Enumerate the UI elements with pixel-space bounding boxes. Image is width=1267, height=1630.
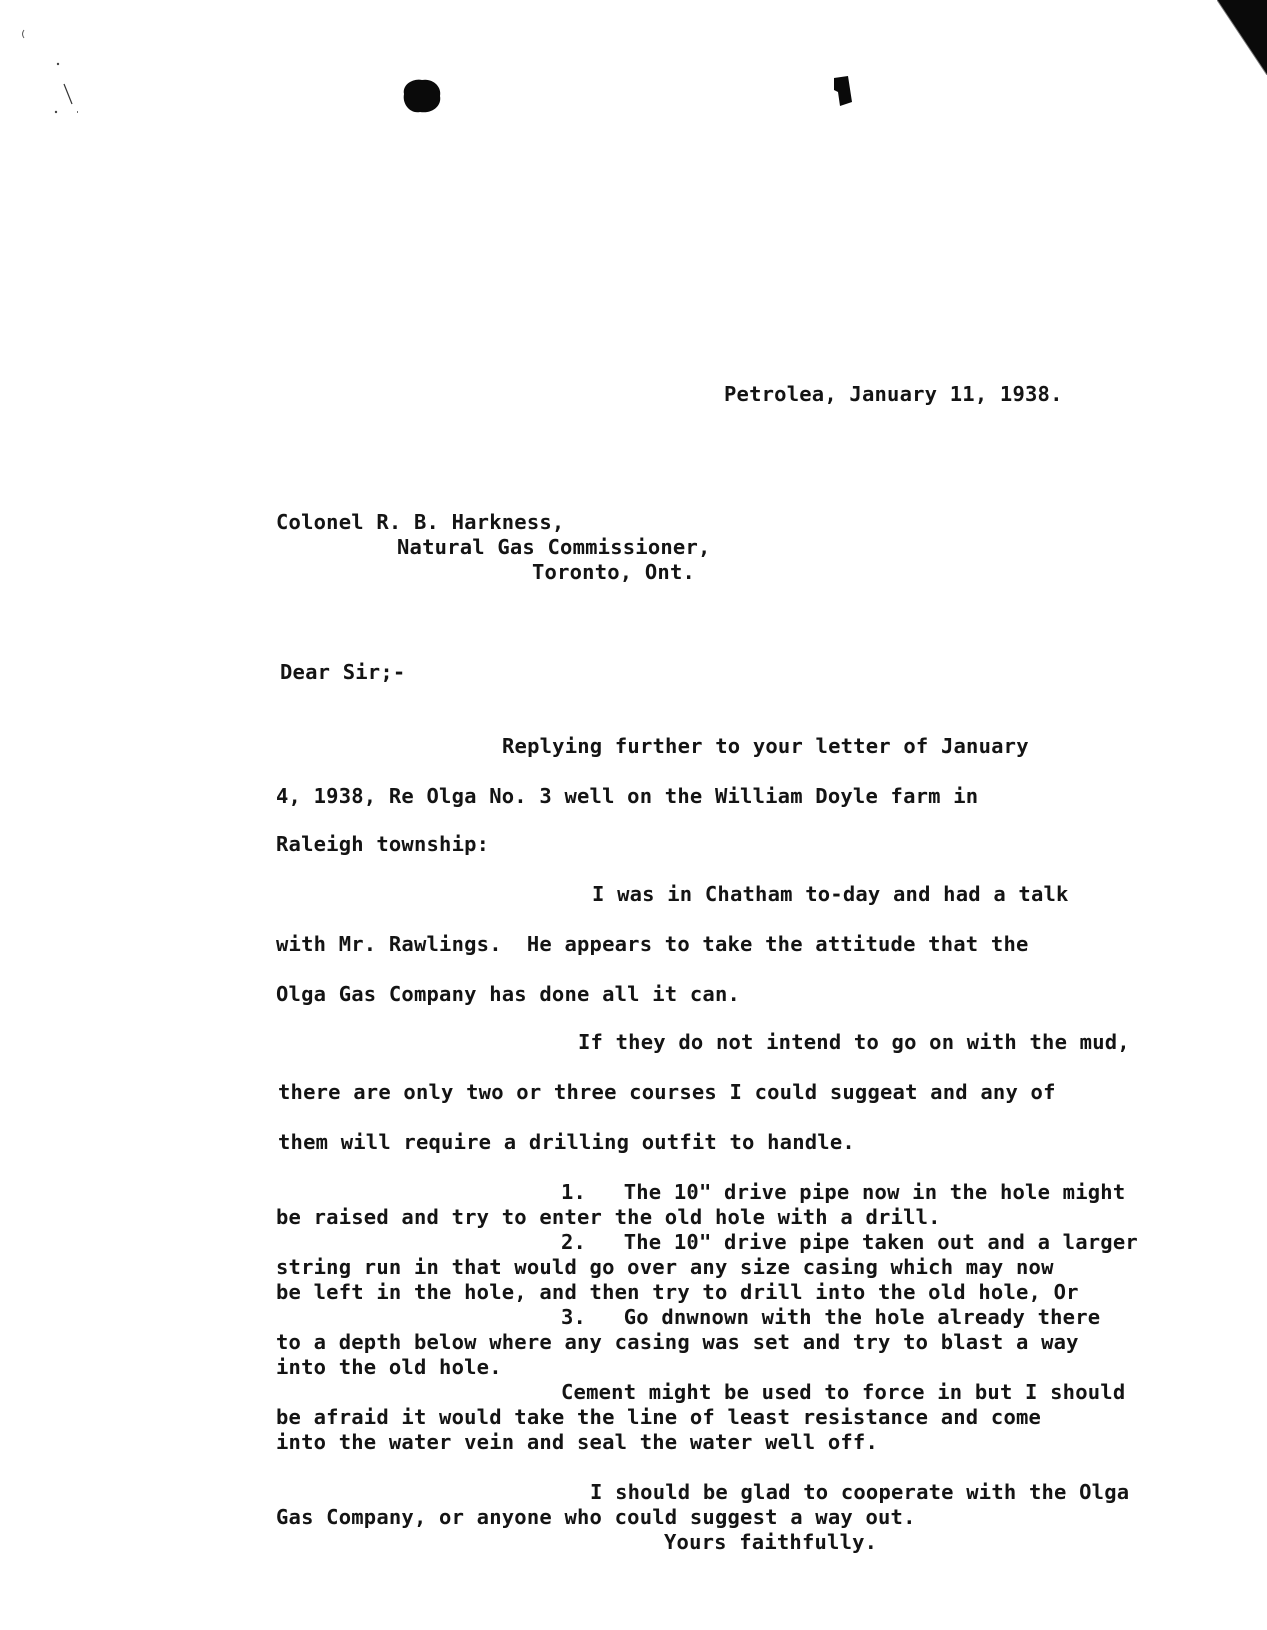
body-line: Raleigh township: bbox=[276, 832, 490, 856]
recipient-location: Toronto, Ont. bbox=[532, 560, 696, 584]
option-line: be raised and try to enter the old hole with a drill. bbox=[276, 1205, 941, 1229]
punch-hole-right bbox=[830, 74, 856, 110]
punch-hole-left bbox=[398, 76, 444, 116]
option-line: string run in that would go over any size casing which may now bbox=[276, 1255, 1054, 1279]
valediction: Yours faithfully. bbox=[664, 1530, 878, 1554]
option-line: into the old hole. bbox=[276, 1355, 502, 1379]
recipient-name: Colonel R. B. Harkness, bbox=[276, 510, 565, 534]
body-line: there are only two or three courses I could suggeat and any of bbox=[278, 1080, 1056, 1104]
scan-specks bbox=[18, 28, 78, 128]
salutation: Dear Sir;- bbox=[280, 660, 406, 684]
body-line: Replying further to your letter of January bbox=[502, 734, 1029, 758]
option-line: Cement might be used to force in but I should bbox=[561, 1380, 1126, 1404]
closing-line: Gas Company, or anyone who could suggest a way out. bbox=[276, 1505, 916, 1529]
body-line: with Mr. Rawlings. He appears to take the attitude that the bbox=[276, 932, 1029, 956]
option-line: 1. The 10" drive pipe now in the hole might bbox=[561, 1180, 1126, 1204]
folded-corner bbox=[1217, 0, 1267, 75]
body-line: Olga Gas Company has done all it can. bbox=[276, 982, 741, 1006]
option-line: 2. The 10" drive pipe taken out and a larger bbox=[561, 1230, 1138, 1254]
option-line: be afraid it would take the line of least resistance and come bbox=[276, 1405, 1042, 1429]
option-line: be left in the hole, and then try to drill into the old hole, Or bbox=[276, 1280, 1079, 1304]
letter-date: Petrolea, January 11, 1938. bbox=[724, 382, 1063, 406]
body-line: them will require a drilling outfit to handle. bbox=[278, 1130, 855, 1154]
option-line: into the water vein and seal the water well off. bbox=[276, 1430, 879, 1454]
body-line: 4, 1938, Re Olga No. 3 well on the William Doyle farm in bbox=[276, 784, 979, 808]
recipient-title: Natural Gas Commissioner, bbox=[397, 535, 711, 559]
option-line: 3. Go dnwnown with the hole already there bbox=[561, 1305, 1101, 1329]
body-line: If they do not intend to go on with the mud, bbox=[578, 1030, 1130, 1054]
closing-line: I should be glad to cooperate with the Olga bbox=[590, 1480, 1130, 1504]
body-line: I was in Chatham to-day and had a talk bbox=[592, 882, 1069, 906]
option-line: to a depth below where any casing was set and try to blast a way bbox=[276, 1330, 1079, 1354]
